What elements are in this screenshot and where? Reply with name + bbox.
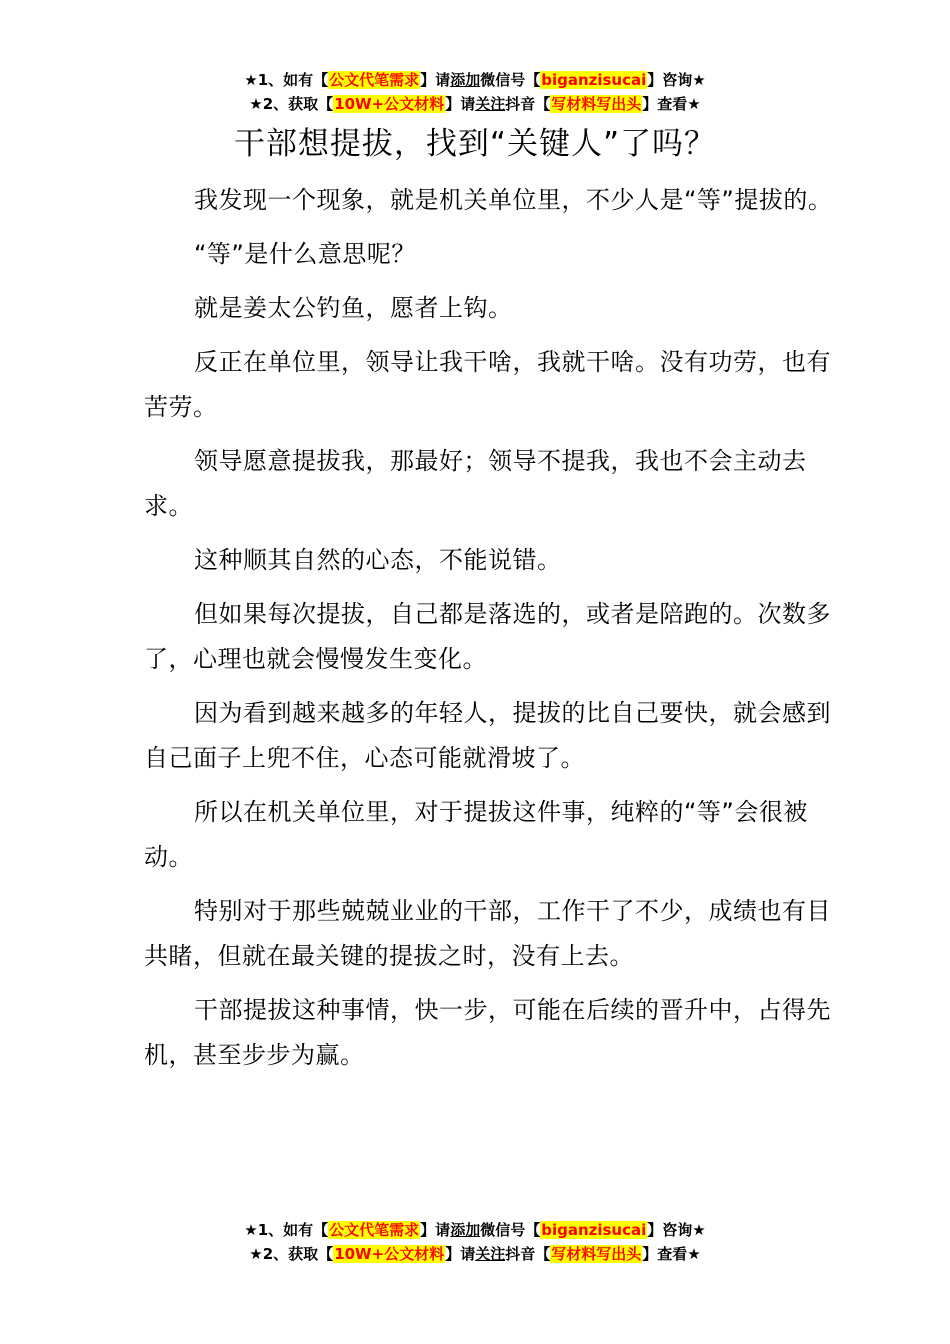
service-highlight: 公文代笔需求 xyxy=(329,71,420,89)
paragraph: 这种顺其自然的心态，不能说错。 xyxy=(194,546,562,574)
top-banner xyxy=(0,68,950,116)
paragraph: 干部提拔这种事情，快一步，可能在后续的晋升中，占得先机，甚至步步为赢。 xyxy=(144,996,831,1069)
article-body xyxy=(144,178,834,1087)
wechat-id: biganzisucai xyxy=(541,71,647,89)
paragraph: 但如果每次提拔，自己都是落选的，或者是陪跑的。次数多了，心理也就会慢慢发生变化。 xyxy=(144,600,831,673)
service-highlight: 公文代笔需求 xyxy=(329,1221,420,1239)
douyin-account: 写材料写出头 xyxy=(551,95,642,113)
paragraph: 我发现一个现象，就是机关单位里，不少人是“等”提拔的。 xyxy=(194,186,833,214)
paragraph: 所以在机关单位里，对于提拔这件事，纯粹的“等”会很被动。 xyxy=(144,798,808,871)
banner-line-2: ★2、获取【10W+公文材料】请关注抖音【写材料写出头】查看★ xyxy=(249,95,701,113)
paragraph: 就是姜太公钓鱼，愿者上钩。 xyxy=(194,294,513,322)
douyin-account: 写材料写出头 xyxy=(551,1245,642,1263)
paragraph: 领导愿意提拔我，那最好；领导不提我，我也不会主动去求。 xyxy=(144,447,807,520)
materials-highlight: 10W+公文材料 xyxy=(334,95,445,113)
wechat-id: biganzisucai xyxy=(541,1221,647,1239)
paragraph: 特别对于那些兢兢业业的干部，工作干了不少，成绩也有目共睹，但就在最关键的提拔之时，没有上去。 xyxy=(144,897,831,970)
banner-line-2: ★2、获取【10W+公文材料】请关注抖音【写材料写出头】查看★ xyxy=(249,1245,701,1263)
materials-highlight: 10W+公文材料 xyxy=(334,1245,445,1263)
bottom-banner xyxy=(0,1218,950,1266)
banner-line-1: ★1、如有【公文代笔需求】请添加微信号【biganzisucai】咨询★ xyxy=(244,71,706,89)
banner-line-1: ★1、如有【公文代笔需求】请添加微信号【biganzisucai】咨询★ xyxy=(244,1221,706,1239)
paragraph: 因为看到越来越多的年轻人，提拔的比自己要快，就会感到自己面子上兜不住，心态可能就滑坡了。 xyxy=(144,699,831,772)
article-title: 干部想提拔，找到“关键人”了吗？ xyxy=(233,126,717,162)
paragraph: 反正在单位里，领导让我干啥，我就干啥。没有功劳，也有苦劳。 xyxy=(144,348,831,421)
paragraph: “等”是什么意思呢？ xyxy=(194,240,416,268)
